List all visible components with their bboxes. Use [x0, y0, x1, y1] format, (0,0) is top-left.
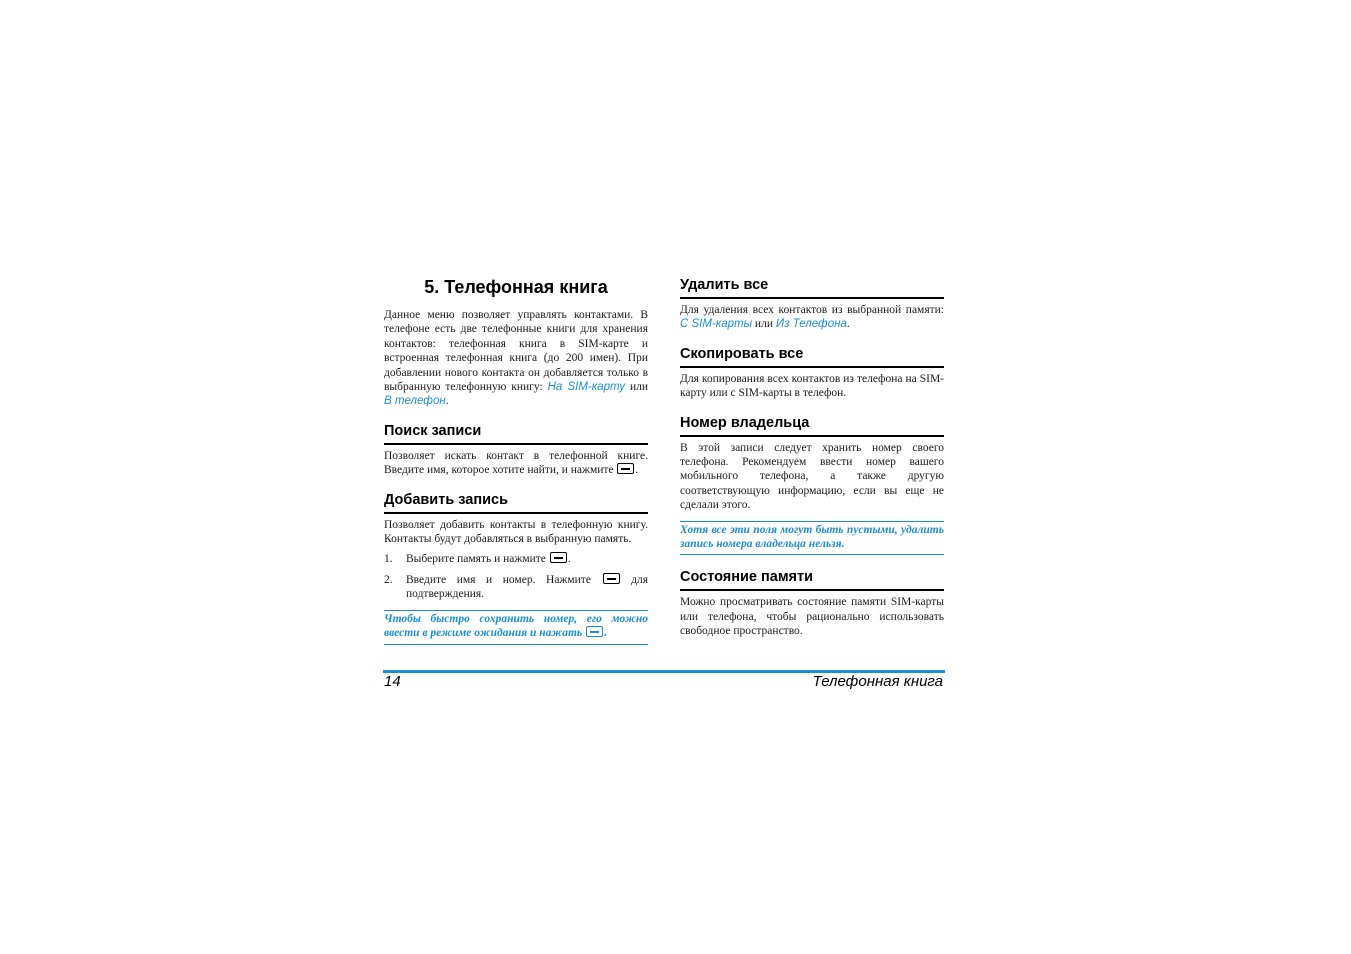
delete-all-end: . — [846, 318, 850, 331]
intro-paragraph — [384, 308, 648, 409]
search-paragraph — [384, 449, 648, 478]
step-end: . — [567, 553, 571, 566]
left-column — [384, 276, 648, 645]
step-text-content: Введите имя и номер. Нажмите — [406, 573, 602, 586]
memory-heading: Состояние памяти — [680, 568, 944, 591]
owner-paragraph: В этой записи следует хранить номер своего телефона. Рекомендуем ввести номер вашего мобильного телефона, а также другую соответствующую информацию, если вы еще не сделали этого. — [680, 441, 944, 512]
menu-key-icon — [617, 463, 634, 474]
add-paragraph: Позволяет добавить контакты в телефонную книгу. Контакты будут добавляться в выбранную память. — [384, 518, 648, 546]
list-item — [384, 573, 648, 602]
from-sim-link[interactable]: С SIM-карты — [680, 318, 753, 331]
search-end: . — [635, 464, 639, 477]
copy-all-heading: Скопировать все — [680, 345, 944, 368]
memory-paragraph: Можно просматривать состояние памяти SIM-карты или телефона, чтобы рационально использовать свободное пространство. — [680, 596, 944, 638]
step-text-content: Выберите память и нажмите — [406, 553, 549, 566]
intro-text: Данное меню позволяет управлять контактами. В телефоне есть две телефонные книги для хранения контактов: телефонная книга в SIM-карте и встроенная телефонная книга (до 200 имен). При добавлении нового контакта он добавляется только в выбранную телефонную книгу: — [384, 309, 648, 394]
add-heading: Добавить запись — [384, 491, 648, 514]
add-note — [384, 610, 648, 645]
add-note-end: . — [604, 627, 607, 640]
menu-key-icon — [603, 573, 620, 584]
delete-all-connector: или — [752, 318, 776, 331]
step-number: 1. — [384, 553, 393, 566]
intro-connector: или — [625, 381, 648, 394]
search-text: Позволяет искать контакт в телефонной книге. Введите имя, которое хотите найти, и нажмите — [384, 449, 648, 477]
intro-end: . — [445, 395, 449, 408]
add-steps-list — [384, 552, 648, 601]
right-column — [680, 276, 944, 639]
delete-all-text: Для удаления всех контактов из выбранной памяти: — [680, 304, 944, 316]
copy-all-paragraph: Для копирования всех контактов из телефона на SIM-карту или с SIM-карты в телефон. — [680, 372, 944, 400]
phone-link[interactable]: В телефон — [384, 395, 446, 408]
delete-all-paragraph — [680, 303, 944, 332]
list-item — [384, 552, 648, 566]
owner-heading: Номер владельца — [680, 414, 944, 437]
footer-section-title: Телефонная книга — [812, 673, 943, 690]
from-phone-link[interactable]: Из Телефона — [775, 318, 847, 331]
delete-all-heading: Удалить все — [680, 276, 944, 299]
sim-card-link[interactable]: На SIM-карту — [547, 381, 626, 394]
search-heading: Поиск записи — [384, 422, 648, 445]
page-number: 14 — [384, 673, 401, 690]
menu-key-icon — [586, 626, 603, 637]
step-number: 2. — [384, 573, 393, 586]
step-end: для подтверждения. — [406, 573, 648, 601]
owner-note: Хотя все эти поля могут быть пустыми, удалить запись номера владельца нельзя. — [680, 521, 944, 556]
add-note-text: Чтобы быстро сохранить номер, его можно ввести в режиме ожидания и нажать — [384, 612, 648, 640]
step-text — [406, 573, 648, 602]
chapter-title: 5. Телефонная книга — [424, 277, 608, 297]
step-text — [406, 552, 648, 566]
menu-key-icon — [550, 552, 567, 563]
